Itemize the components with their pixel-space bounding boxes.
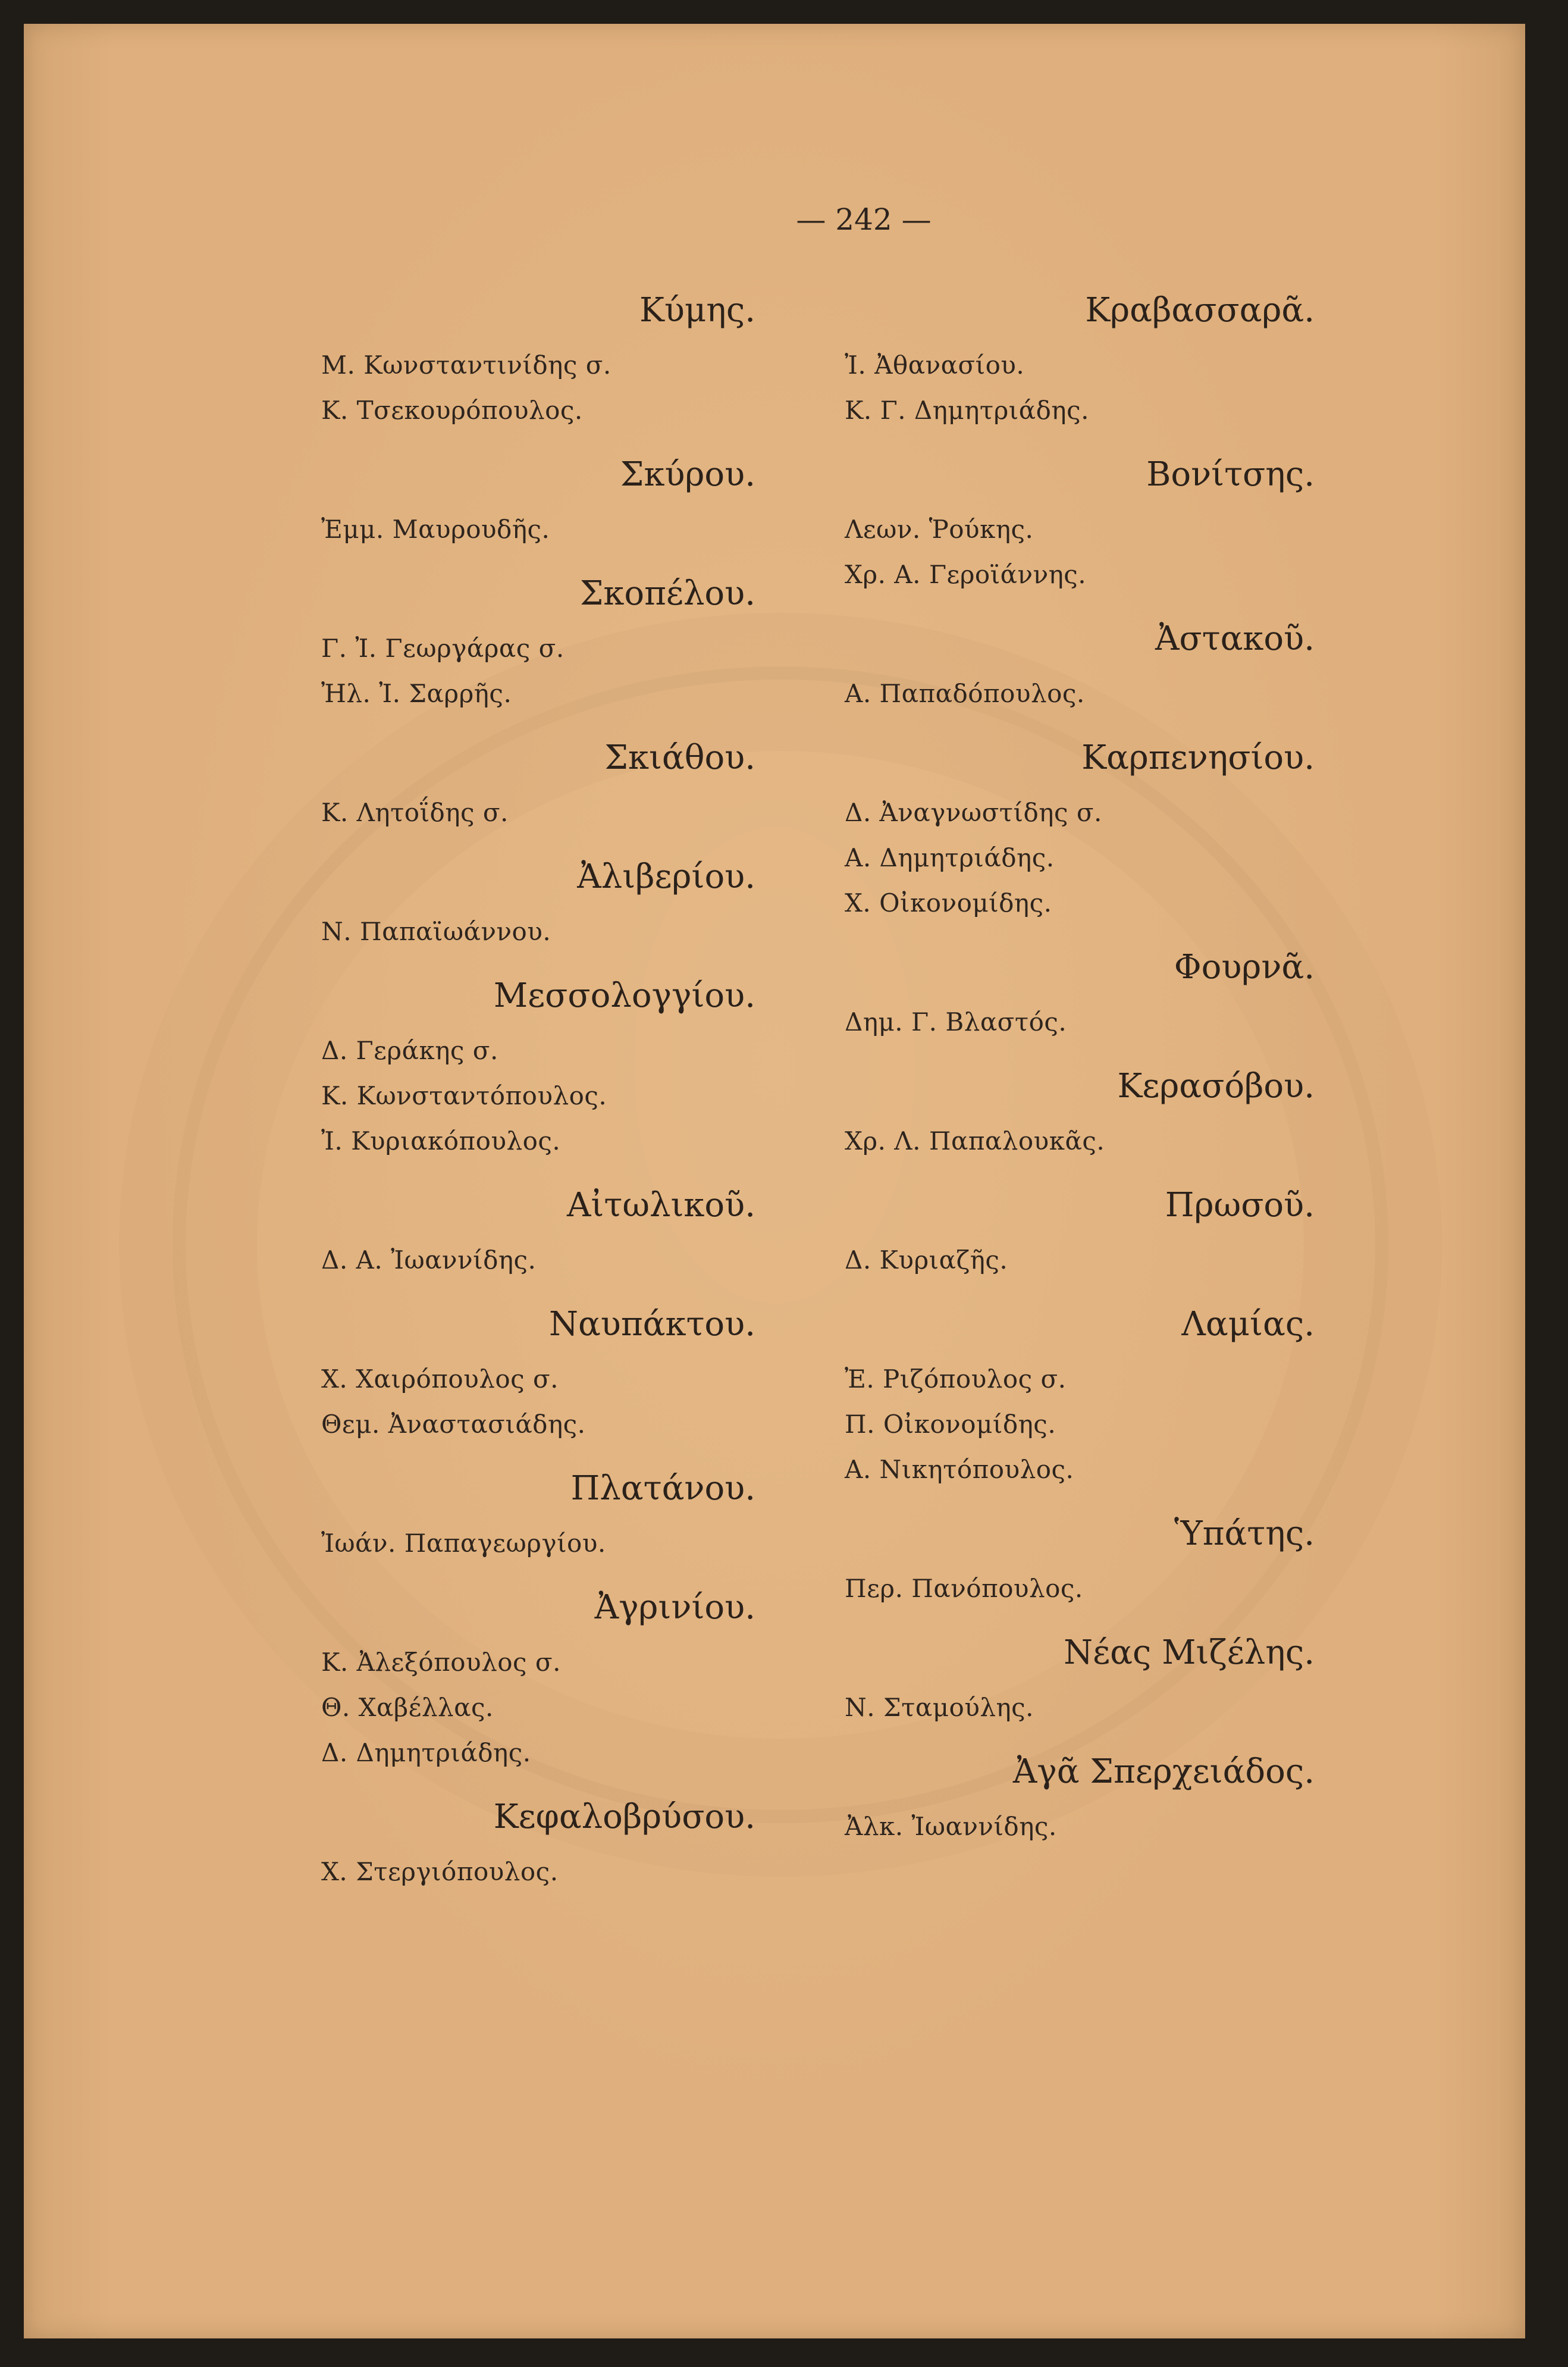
member-name: Ν. Παπαϊωάννου. (321, 917, 551, 946)
place-heading: Κερασόβου. (1117, 1067, 1315, 1106)
member-name: Ἰωάν. Παπαγεωργίου. (321, 1529, 606, 1558)
member-name: Λεων. Ῥούκης. (845, 515, 1034, 544)
member-name: Χ. Στεργιόπουλος. (321, 1857, 559, 1886)
member-list (845, 790, 1332, 926)
place-heading: Κύμης. (639, 291, 755, 330)
member-name: Περ. Πανόπουλος. (845, 1574, 1083, 1603)
member-list (321, 1238, 773, 1283)
member-list (845, 1685, 1332, 1730)
place-section (321, 450, 773, 552)
member-name: Α. Νικητόπουλος. (845, 1455, 1074, 1484)
document-page (24, 24, 1525, 2338)
member-list (321, 790, 773, 835)
member-list (321, 343, 773, 433)
member-name: Δ. Α. Ἰωαννίδης. (321, 1245, 537, 1275)
place-section (321, 852, 773, 954)
place-section (845, 614, 1332, 716)
member-name: Ἠλ. Ἰ. Σαρρῆς. (321, 679, 512, 708)
place-section (845, 943, 1332, 1045)
place-heading: Ὑπάτης. (1174, 1514, 1315, 1553)
place-heading: Αἰτωλικοῦ. (566, 1186, 755, 1225)
place-heading: Σκύρου. (620, 455, 755, 494)
place-heading: Φουρνᾶ. (1174, 948, 1315, 987)
member-name: Θ. Χαβέλλας. (321, 1693, 494, 1722)
place-section (321, 1792, 773, 1895)
member-name: Δ. Δημητριάδης. (321, 1738, 531, 1767)
member-name: Ἰ. Ἀθανασίου. (845, 350, 1025, 380)
member-name: Ἰ. Κυριακόπουλος. (321, 1126, 561, 1156)
member-name: Κ. Τσεκουρόπουλος. (321, 396, 583, 425)
member-list (845, 1357, 1332, 1492)
place-section (845, 1747, 1332, 1849)
place-section (845, 286, 1332, 433)
member-list (845, 343, 1332, 433)
place-section (321, 286, 773, 433)
right-column (845, 286, 1332, 1849)
member-list (321, 1640, 773, 1776)
member-name: Κ. Λητοΐδης σ. (321, 798, 509, 827)
place-heading: Ἀγᾶ Σπερχειάδος. (1012, 1752, 1315, 1791)
place-heading: Βονίτσης. (1146, 455, 1315, 494)
place-section (845, 450, 1332, 597)
member-name: Κ. Γ. Δημητριάδης. (845, 396, 1089, 425)
member-list (845, 1804, 1332, 1849)
place-heading: Ἀστακοῦ. (1155, 619, 1315, 658)
place-heading: Κεφαλοβρύσου. (493, 1798, 755, 1836)
place-section (321, 733, 773, 835)
member-list (321, 1849, 773, 1895)
member-name: Θεμ. Ἀναστασιάδης. (321, 1410, 586, 1439)
place-section (321, 569, 773, 716)
member-name: Δ. Ἀναγνωστίδης σ. (845, 798, 1102, 827)
member-name: Χ. Χαιρόπουλος σ. (321, 1364, 559, 1394)
place-section (845, 1509, 1332, 1611)
member-name: Γ. Ἰ. Γεωργάρας σ. (321, 634, 565, 663)
page-number: — 242 — (796, 202, 932, 237)
place-heading: Σκοπέλου. (579, 574, 755, 613)
place-section (845, 1628, 1332, 1730)
place-heading: Ναυπάκτου. (548, 1305, 755, 1344)
member-name: Α. Δημητριάδης. (845, 843, 1055, 872)
member-name: Κ. Κωνσταντόπουλος. (321, 1081, 607, 1110)
member-list (845, 507, 1332, 597)
member-list (845, 1000, 1332, 1045)
member-list (321, 507, 773, 552)
member-list (845, 1566, 1332, 1611)
member-name: Δημ. Γ. Βλαστός. (845, 1007, 1067, 1037)
place-section (845, 1062, 1332, 1164)
member-name: Μ. Κωνσταντινίδης σ. (321, 350, 611, 380)
member-name: Χ. Οἰκονομίδης. (845, 888, 1052, 918)
place-section (845, 1300, 1332, 1492)
place-heading: Ἀλιβερίου. (577, 857, 755, 896)
member-name: Δ. Γεράκης σ. (321, 1036, 498, 1065)
place-section (845, 1181, 1332, 1283)
member-name: Ν. Σταμούλης. (845, 1693, 1034, 1722)
place-heading: Σκιάθου. (604, 738, 755, 777)
member-list (321, 909, 773, 954)
place-section (321, 971, 773, 1164)
member-name: Χρ. Λ. Παπαλουκᾶς. (845, 1126, 1105, 1156)
member-name: Π. Οἰκονομίδης. (845, 1410, 1056, 1439)
place-heading: Νέας Μιζέλης. (1064, 1633, 1315, 1672)
member-list (321, 1357, 773, 1447)
member-list (845, 671, 1332, 716)
place-heading: Ἀγρινίου. (594, 1588, 755, 1627)
place-heading: Λαμίας. (1181, 1305, 1315, 1344)
member-name: Ἀλκ. Ἰωαννίδης. (845, 1812, 1057, 1841)
member-list (845, 1238, 1332, 1283)
place-section (845, 733, 1332, 926)
place-heading: Πρωσοῦ. (1165, 1186, 1315, 1225)
member-name: Κ. Ἀλεξόπουλος σ. (321, 1648, 561, 1677)
member-name: Ἐμμ. Μαυρουδῆς. (321, 515, 550, 544)
place-heading: Κραβασσαρᾶ. (1085, 291, 1315, 330)
member-name: Α. Παπαδόπουλος. (845, 679, 1085, 708)
place-section (321, 1583, 773, 1776)
member-name: Ἐ. Ριζόπουλος σ. (845, 1364, 1067, 1394)
member-list (845, 1119, 1332, 1164)
left-column (321, 286, 773, 1895)
member-name: Χρ. Α. Γεροϊάννης. (845, 560, 1087, 589)
place-heading: Καρπενησίου. (1081, 738, 1315, 777)
place-section (321, 1181, 773, 1283)
place-section (321, 1464, 773, 1566)
member-name: Δ. Κυριαζῆς. (845, 1245, 1008, 1275)
member-list (321, 1521, 773, 1566)
place-section (321, 1300, 773, 1447)
member-list (321, 1028, 773, 1164)
place-heading: Πλατάνου. (570, 1469, 755, 1508)
place-heading: Μεσσολογγίου. (493, 976, 755, 1015)
member-list (321, 626, 773, 716)
